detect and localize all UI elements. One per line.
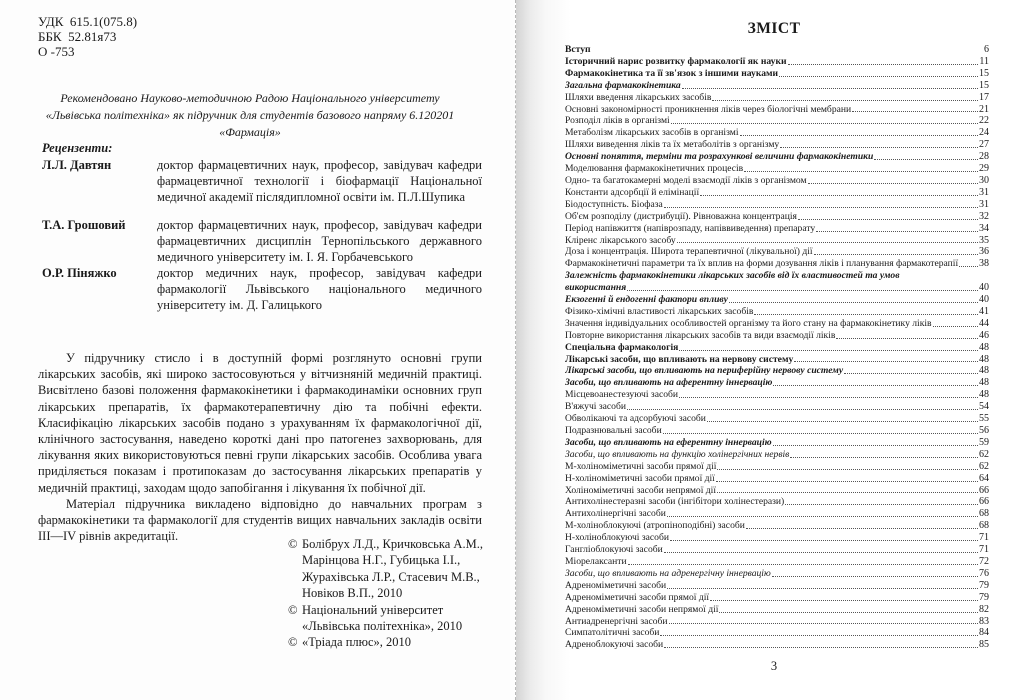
toc-entry-title: Міорелаксанти [565,555,627,567]
toc-entry-page: 21 [979,103,989,115]
toc-entry-title: Місцевоанестезуючі засоби [565,389,679,401]
toc-entry-page: 59 [979,436,989,448]
toc-entry-page: 11 [979,55,989,67]
dot-leader [660,635,978,636]
dot-leader [679,350,978,351]
dot-leader [682,88,978,89]
toc-entry-page: 6 [984,44,989,55]
reviewer-name: Т.А. Грошовий [42,218,126,232]
toc-entry-title: Основні поняття, терміни та розрахункові величини фармакокінетики [565,151,874,163]
toc-entry-title: Біодоступність. Біофаза [565,198,663,210]
toc-entry [565,354,989,366]
toc-entry [565,330,989,342]
toc-entry [565,223,989,235]
toc-entry-page: 56 [979,425,989,436]
abstract-paragraph: Матеріал підручника викладено відповідно до навчальних програм з фармакокінетики та фармакології для студентів вищих навчальних закладів освіти ІІІ—IV рівнів акредитації. [38,496,482,544]
toc-entry-title: Шляхи виведення ліків та їх метаболітів з організму [565,139,780,151]
toc-entry [565,616,989,628]
dot-leader [844,373,978,374]
toc-entry-title: Фармакокінетичні параметри та їх вплив на форми дозування ліків і планування фармакотерапії [565,258,959,270]
toc-entry-page: 85 [979,639,989,651]
page-number: 3 [770,659,778,673]
toc-entry-title: Подразнювальні засоби [565,425,662,436]
udc-code: УДК 615.1(075.8) [38,14,138,29]
dot-leader [628,564,978,565]
toc-entry-title: Адреноблокуючі засоби [565,639,664,651]
toc-entry-page: 48 [979,377,989,389]
toc-entry-title: Кліренс лікарського засобу [565,234,676,246]
dot-leader [667,588,978,589]
toc-entry-page: 48 [979,341,989,353]
toc-entry-title: Засоби, що впливають на еферентну іннервацію [565,436,772,448]
dot-leader [785,504,978,505]
toc-entry-title: Фізико-хімічні властивості лікарських засобів [565,305,754,317]
book-abstract [38,350,482,544]
dot-leader [667,516,978,517]
dot-leader [852,111,978,112]
dot-leader [664,647,978,648]
reviewer-name: О.Р. Піняжко [42,266,117,280]
dot-leader [670,540,978,541]
dot-leader [700,195,978,196]
toc-entry-page: 15 [979,67,989,79]
toc-entry-page: 72 [979,555,989,567]
toc-entry-title: Антиадренергічні засоби [565,615,668,627]
copyright-line: Журахівська Л.Р., Стасевич М.В., [302,569,480,584]
toc-entry-page: 71 [979,544,989,556]
dot-leader [729,302,978,303]
toc-entry [565,318,989,330]
toc-entry-title: Гангліоблокуючі засоби [565,544,663,556]
toc-entry-page: 24 [979,127,989,139]
toc-entry-title: Адреноміметичні засоби [565,579,667,591]
dot-leader [740,135,979,136]
toc-entry [565,235,989,247]
toc-entry-page: 41 [979,305,989,317]
toc-entry-page: 66 [979,484,989,496]
toc-entry-page: 62 [979,448,989,460]
toc-entry-title: Шляхи введення лікарських засобів [565,91,712,103]
toc-entry [565,306,989,318]
dot-leader [627,409,978,410]
toc-entry-title: Період напівжиття (напіврозпаду, напіввиведення) препарату [565,222,816,234]
abstract-paragraph: У підручнику стисло і в доступній формі розглянуто основні групи лікарських засобів, які широко застосовуються у вітчизняній медичній практиці. Висвітлено базові положення фармакокінетики і фармакодинаміки основних груп лікарських препаратів, їх фармакотерапевтичну дію та побічні ефекти. Класифікацію лікарських засобів подано з урахуванням їх фармакологічної дії, клінічного застосування, наведено короткі дані про патогенез захворювань, для лікування яких використовуються певні групи лікарських засобів. Особлива увага приділяється показам і протипоказам до застосування лікарських препаратів у медичній практиці, заходам щодо запобігання і лікування їх побічної дії. [38,351,482,495]
toc-entry-title: Адреноміметичні засоби непрямої дії [565,603,719,615]
toc-entry [565,485,989,497]
toc-entry-title: Засоби, що впливають на аферентну іннервацію [565,377,773,389]
dot-leader [836,338,978,339]
toc-entry [565,473,989,485]
toc-entry-title: Залежність фармакокінетики лікарських засобів від їх властивостей та умов [565,270,900,282]
toc-entry-page: 46 [979,329,989,341]
toc-entry-page: 44 [979,317,989,329]
toc-entry-page: 29 [979,163,989,175]
dot-leader [754,314,978,315]
author-mark: О -753 [38,44,75,59]
dot-leader [663,433,978,434]
dot-leader [794,361,978,362]
dot-leader [707,421,978,422]
toc-entry-title: Основні закономірності проникнення ліків через біологічні мембрани [565,103,852,115]
toc-entry [565,92,989,104]
toc-entry-title: Загальна фармакокінетика [565,79,681,91]
toc-entry-title: Обволікаючі та адсорбуючі засоби [565,413,706,425]
copyright-line: Болібрух Л.Д., Кричковська А.М., [302,537,483,551]
toc-entry-title: Об'єм розподілу (дистрибуції). Рівноважна концентрація [565,210,797,222]
toc-entry-page: 40 [979,294,989,306]
toc-entry [565,199,989,211]
toc-entry [565,437,989,449]
dot-leader [712,100,978,101]
copyright-publisher [288,634,483,650]
toc-entry-page: 76 [979,567,989,579]
recommendation-note: Рекомендовано Науково-методичною Радою Національного університету «Львівська політехніка» як підручник для студентів базового напряму 6.120201 «Фармація» [45,91,455,139]
copyright-line: Новіков В.П., 2010 [302,586,403,601]
copyright-line: «Львівська політехніка», 2010 [302,619,463,634]
toc-entry-page: 48 [979,389,989,401]
toc-entry [565,496,989,508]
copyright-line: Національний університет [302,602,444,617]
toc-entry-title: Метаболізм лікарських засобів в організмі [565,127,739,139]
toc-entry-page: 40 [979,282,989,294]
toc-entry-page: 30 [979,174,989,186]
toc-entry-title: Н-холіноміметичні засоби прямої дії [565,472,715,484]
toc-entry [565,604,989,616]
toc-entry-title: Доза і концентрація. Широта терапевтичної (лікувальної) дії [565,246,813,258]
toc-entry-page: 34 [979,222,989,234]
toc-entry-title: Константи адсорбції й елімінації [565,186,700,198]
toc-entry [565,139,989,151]
toc-entry [565,592,989,604]
toc-entry [565,80,989,92]
toc-entry-page: 79 [979,591,989,603]
toc-entry [565,639,989,651]
copyright-line: Марінцова Н.Г., Губицька І.І., [302,553,461,568]
dot-leader [677,242,978,243]
toc-entry-title: М-холіноміметичні засоби прямої дії [565,460,717,472]
toc-entry-page: 68 [979,508,989,520]
toc-entry-title: Антихолінергічні засоби [565,508,666,520]
toc-entry-page: 32 [979,210,989,222]
dot-leader [874,159,978,160]
toc-entry-page: 17 [979,91,989,103]
toc-entry-title: Одно- та багатокамерні моделі взаємодії ліків з організмом [565,174,807,186]
reviewer-description: доктор медичних наук, професор, завідувач кафедри фармакології Львівського національного медичного університету ім. Д. Галицького [157,266,482,312]
toc-entry [565,163,989,175]
toc-entry-page: 82 [979,603,989,615]
toc-entry-page: 71 [979,532,989,544]
toc-entry-page: 27 [979,139,989,151]
dot-leader [790,457,978,458]
toc-entry [565,294,989,306]
toc-entry [565,104,989,116]
toc-entry-title: Лікарські засоби, що впливають на нервову систему [565,353,794,365]
toc-entry-page: 84 [979,627,989,639]
dot-leader [717,492,978,493]
dot-leader [773,385,978,386]
toc-entry [565,401,989,413]
copyright-authors [288,536,483,602]
reviewer-name: Л.Л. Давтян [42,158,112,172]
table-of-contents [565,44,989,651]
toc-entry-title: М-холіноблокуючі (атропіноподібні) засоби [565,520,745,532]
copyright-block [288,536,483,651]
toc-entry-title: використання [565,282,627,294]
toc-entry [565,282,989,294]
dot-leader [744,171,978,172]
toc-entry-title: Адреноміметичні засоби прямої дії [565,591,710,603]
toc-entry [565,68,989,80]
dot-leader [746,528,978,529]
toc-entry-page: 54 [979,401,989,413]
dot-leader [710,600,978,601]
classification-codes [38,14,137,59]
toc-entry-page: 48 [979,353,989,365]
toc-entry-page: 15 [979,79,989,91]
toc-entry-page: 28 [979,151,989,163]
toc-entry [565,449,989,461]
toc-entry-page: 31 [979,198,989,210]
dot-leader [788,64,979,65]
toc-entry-page: 38 [979,258,989,270]
copyright-university [288,602,483,635]
toc-entry [565,520,989,532]
toc-entry-title: Історичний нарис розвитку фармакології як науки [565,55,787,67]
dot-leader [717,469,978,470]
dot-leader [814,254,978,255]
toc-entry [565,151,989,163]
toc-entry-page: 66 [979,496,989,508]
toc-entry-page: 48 [979,365,989,377]
toc-entry [565,461,989,473]
toc-entry [565,413,989,425]
toc-entry [565,389,989,401]
toc-entry-page: 68 [979,520,989,532]
toc-entry [565,627,989,639]
dot-leader [798,219,978,220]
toc-entry-title: Вступ [565,44,591,55]
dot-leader [719,612,978,613]
toc-entry [565,246,989,258]
toc-entry [565,270,989,282]
toc-entry-page: 35 [979,234,989,246]
copyright-icon: © [288,537,298,551]
toc-entry [565,342,989,354]
toc-entry-title: Повторне використання лікарських засобів та види взаємодії ліків [565,329,836,341]
toc-entry-title: Екзогенні й ендогенні фактори впливу [565,294,728,306]
toc-heading: ЗМІСТ [747,20,801,37]
toc-entry [565,425,989,437]
toc-entry [565,365,989,377]
toc-entry-page: 22 [979,115,989,127]
toc-entry-title: Розподіл ліків в організмі [565,115,670,127]
dot-leader [664,207,978,208]
dot-leader [772,576,978,577]
bbk-code: ББК 52.81я73 [38,29,117,44]
toc-entry [565,187,989,199]
copyright-icon: © [288,635,298,650]
toc-entry-page: 64 [979,472,989,484]
dot-leader [716,481,978,482]
toc-entry-title: Засоби, що впливають на функцію холінергічних нервів [565,448,790,460]
dot-leader [669,623,978,624]
copyright-line: «Тріада плюс», 2010 [302,635,412,650]
toc-entry-page: 31 [979,186,989,198]
dot-leader [780,147,978,148]
toc-entry-page: 83 [979,615,989,627]
toc-entry-title: В'яжучі засоби [565,401,626,413]
toc-entry-page: 62 [979,460,989,472]
toc-entry [565,508,989,520]
dot-leader [627,290,978,291]
toc-entry [565,532,989,544]
toc-entry-title: Лікарські засоби, що впливають на периферійну нервову систему [565,365,844,377]
toc-entry-page: 55 [979,413,989,425]
toc-entry-title: Засоби, що впливають на адренергічну іннервацію [565,567,771,579]
dot-leader [671,123,978,124]
dot-leader [664,552,978,553]
toc-entry [565,580,989,592]
copyright-icon: © [288,602,298,617]
toc-entry [565,211,989,223]
dot-leader [933,326,978,327]
toc-entry-title: Симпатолітичні засоби [565,627,660,639]
toc-entry-page: 36 [979,246,989,258]
toc-entry [565,377,989,389]
toc-entry-title: Фармакокінетика та її зв'язок з іншими науками [565,67,779,79]
toc-entry-title: Моделювання фармакокінетичних процесів [565,163,744,175]
toc-entry [565,56,989,68]
reviewer-description: доктор фармацевтичних наук, професор, завідувач кафедри фармацевтичних дисциплін Тернопільського державного медичного університету ім. І. Я. Горбачевського [157,218,482,264]
dot-leader [779,76,978,77]
toc-entry [565,44,989,56]
toc-entry-title: Н-холіноблокуючі засоби [565,532,669,544]
toc-entry [565,127,989,139]
dot-leader [816,231,978,232]
toc-entry-page: 79 [979,579,989,591]
toc-entry [565,556,989,568]
toc-entry-title: Антихолінестеразні засоби (інгібітори холінестерази) [565,496,785,508]
toc-entry-title: Спеціальна фармакологія [565,341,679,353]
reviewers-heading: Рецензенти: [42,141,113,155]
dot-leader [808,183,978,184]
toc-entry [565,115,989,127]
toc-entry-title: Значення індивідуальних особливостей організму та його стану на фармакокінетику ліків [565,317,932,329]
dot-leader [773,445,978,446]
toc-entry [565,544,989,556]
toc-entry-title: Холіноміметичні засоби непрямої дії [565,484,717,496]
reviewer-description: доктор фармацевтичних наук, професор, завідувач кафедри фармацевтичної технології і біофармації Національної медичної академії післядипломної освіти ім. П.Л.Шупика [157,158,482,204]
dot-leader [959,266,978,267]
dot-leader [679,397,978,398]
toc-entry [565,175,989,187]
toc-entry [565,568,989,580]
toc-entry [565,258,989,270]
